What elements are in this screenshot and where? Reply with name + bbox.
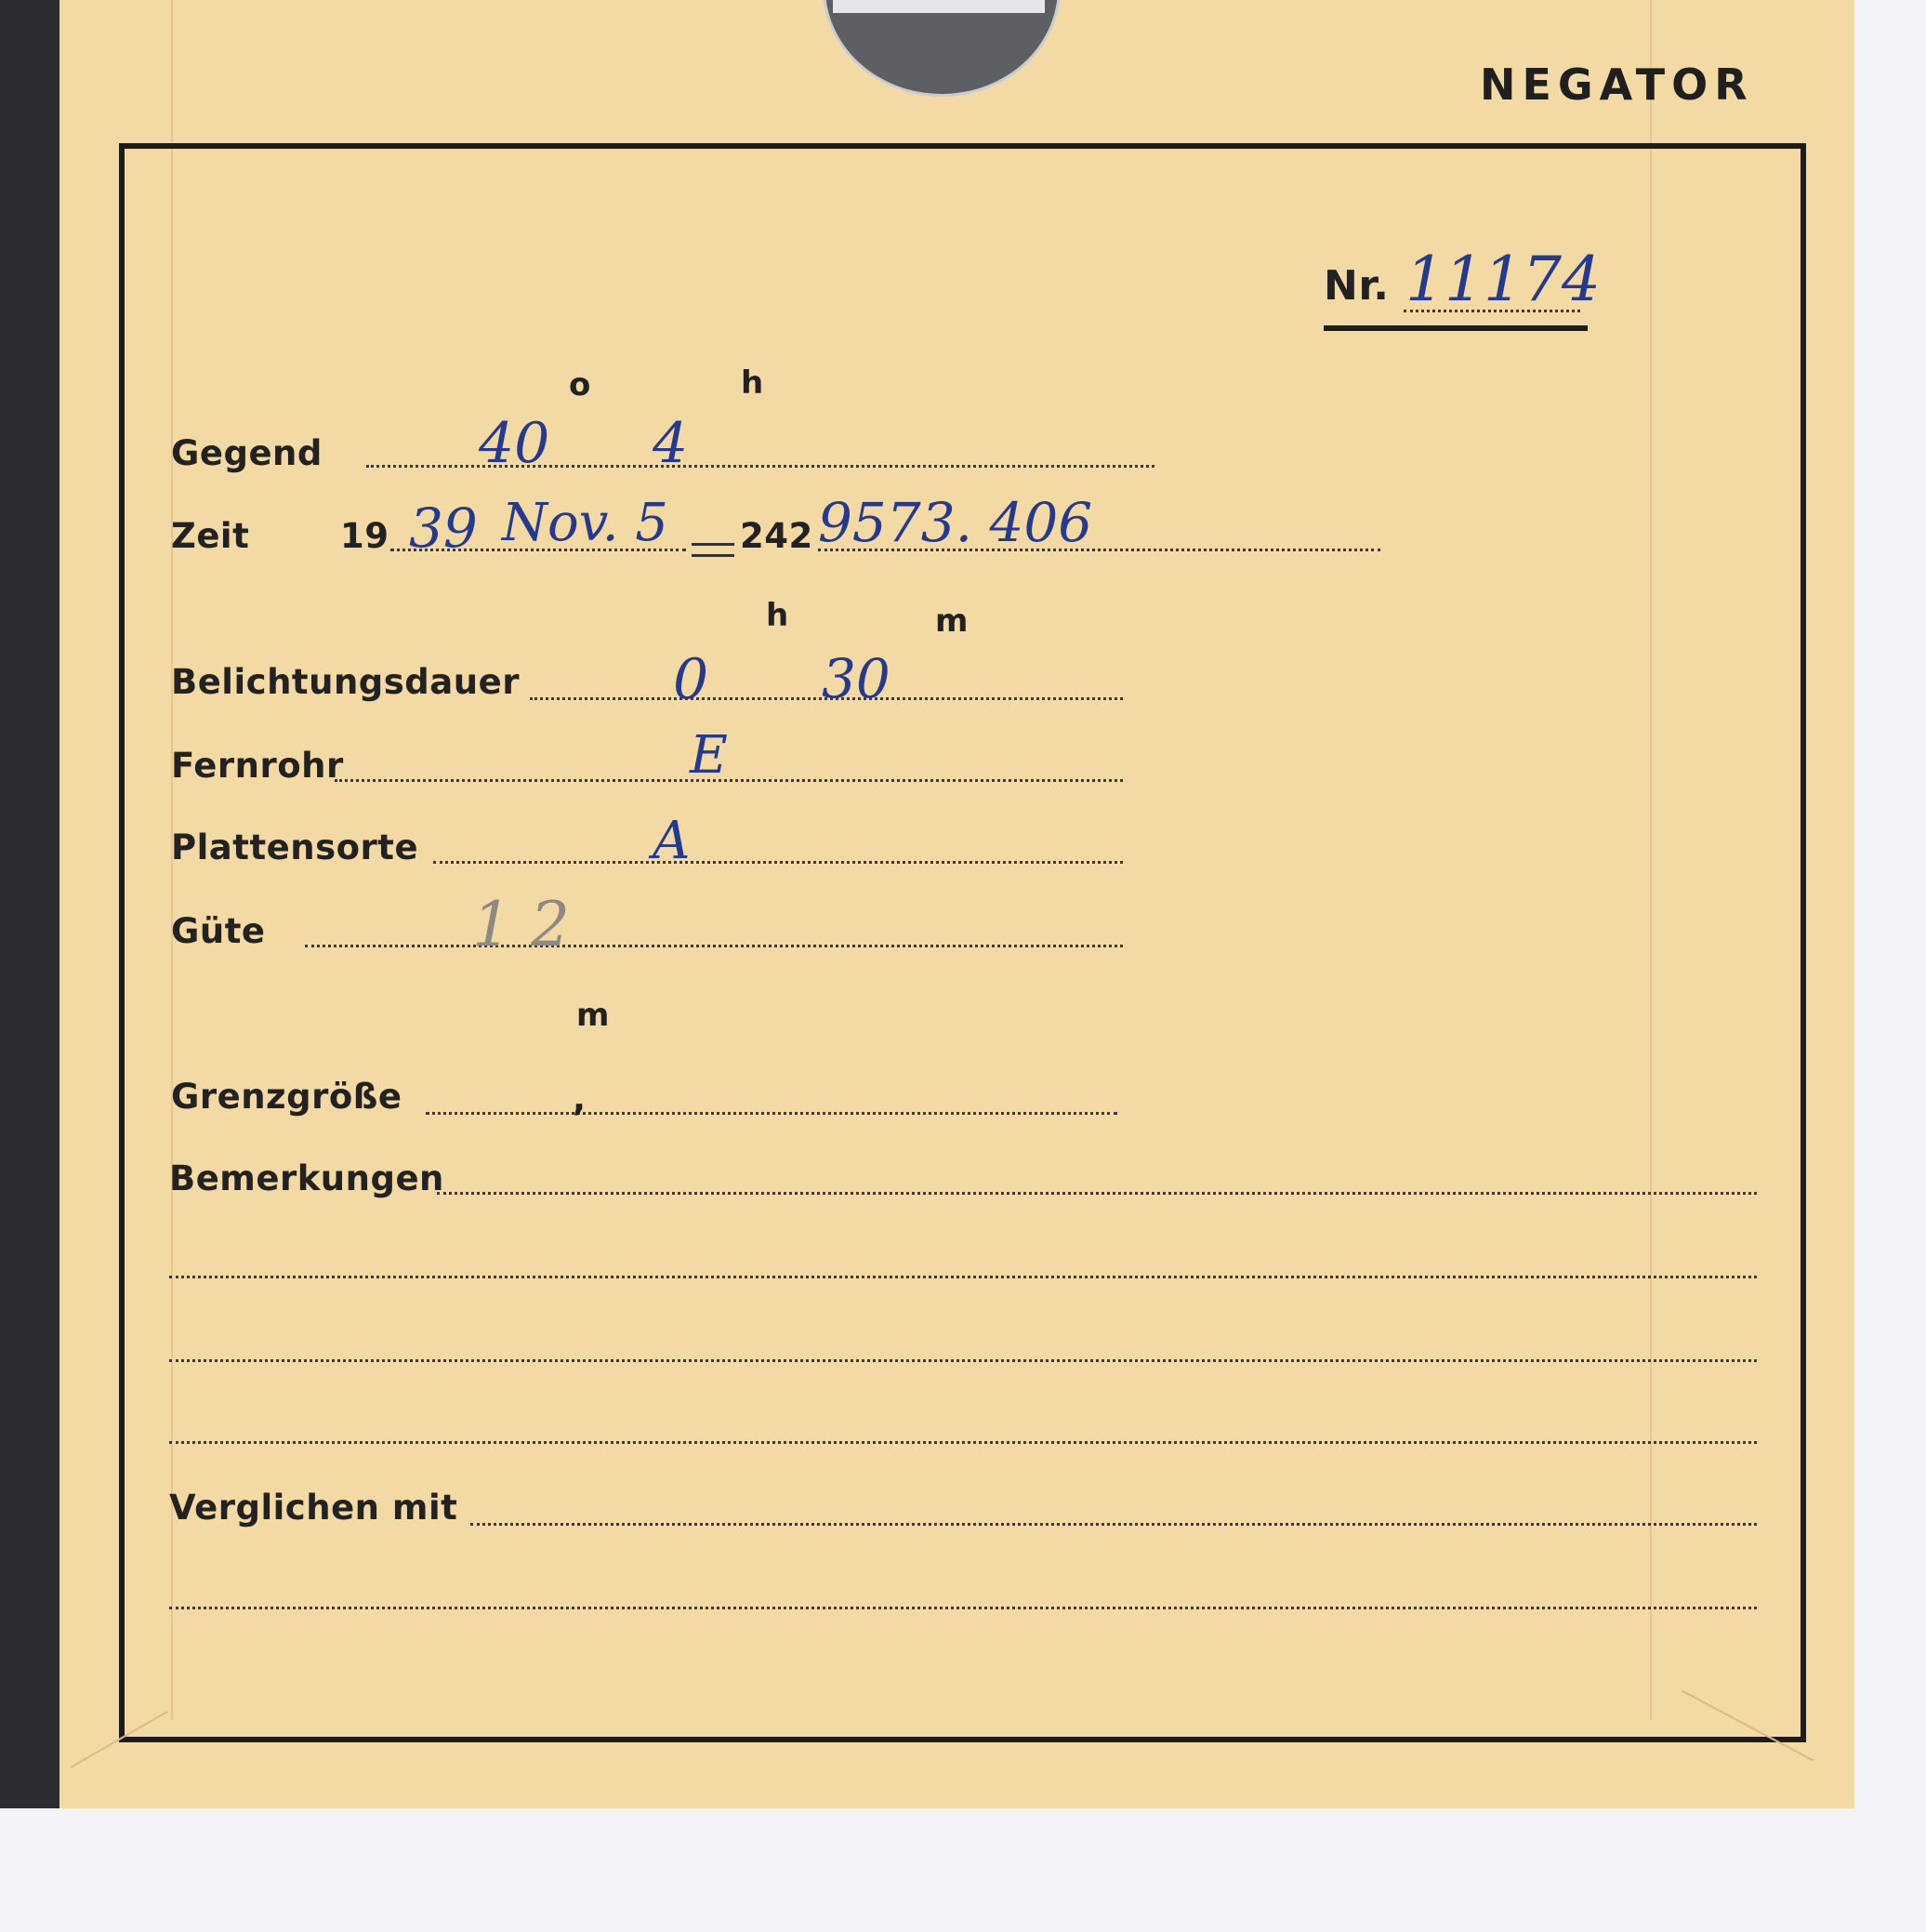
thumb-cutout	[823, 0, 1061, 97]
belichtungsdauer-label: Belichtungsdauer	[171, 662, 520, 702]
grenzgroesse-comma: ,	[573, 1078, 587, 1118]
zeit-date-value: Nov. 5	[502, 493, 668, 553]
gegend-label: Gegend	[171, 433, 323, 473]
zeit-century: 19	[340, 516, 389, 556]
zeit-jd-value: 9573. 406	[818, 491, 1093, 554]
verglichen-mit-dotted-line-1	[470, 1523, 1757, 1526]
fernrohr-value: E	[690, 725, 728, 786]
belichtungsdauer-minutes: 30	[822, 647, 890, 710]
zeit-jd-prefix: 242	[740, 516, 813, 556]
verglichen-mit-dotted-line-2	[169, 1607, 1757, 1609]
grenzgroesse-label: Grenzgröße	[171, 1077, 402, 1117]
grenzgroesse-dotted-line	[426, 1112, 1117, 1115]
binding-spine	[0, 0, 59, 1808]
number-value: 11174	[1405, 244, 1601, 315]
guete-label: Güte	[171, 911, 266, 951]
bemerkungen-label: Bemerkungen	[169, 1158, 444, 1198]
gegend-hour-unit: h	[741, 364, 764, 402]
plattensorte-label: Plattensorte	[171, 827, 419, 867]
bemerkungen-dotted-line-4	[169, 1441, 1757, 1444]
dauer-hour-unit: h	[766, 597, 789, 634]
zeit-equals-sign	[692, 543, 734, 557]
gegend-degree-unit: o	[569, 366, 591, 404]
gegend-value-h: 4	[653, 411, 689, 476]
zeit-year-value: 39	[409, 496, 478, 560]
guete-dotted-line	[305, 945, 1123, 947]
plate-edge	[833, 0, 1045, 13]
guete-value: 1 2	[472, 889, 570, 960]
belichtungsdauer-hours: 0	[673, 647, 709, 712]
verglichen-mit-label: Verglichen mit	[169, 1488, 458, 1528]
grenz-magnitude-unit: m	[576, 997, 610, 1034]
gegend-value-deg: 40	[479, 411, 550, 476]
number-underline	[1324, 325, 1588, 331]
bemerkungen-dotted-line-3	[169, 1359, 1757, 1362]
fernrohr-label: Fernrohr	[171, 746, 344, 786]
brand-title: NEGATOR	[1480, 60, 1754, 110]
plattensorte-value: A	[653, 811, 691, 871]
plattensorte-dotted-line	[433, 861, 1123, 864]
dauer-minute-unit: m	[935, 602, 969, 640]
bemerkungen-dotted-line-1	[437, 1192, 1757, 1195]
fernrohr-dotted-line	[335, 779, 1123, 782]
bemerkungen-dotted-line-2	[169, 1276, 1757, 1278]
number-label: Nr.	[1324, 262, 1390, 310]
zeit-label: Zeit	[171, 516, 250, 556]
